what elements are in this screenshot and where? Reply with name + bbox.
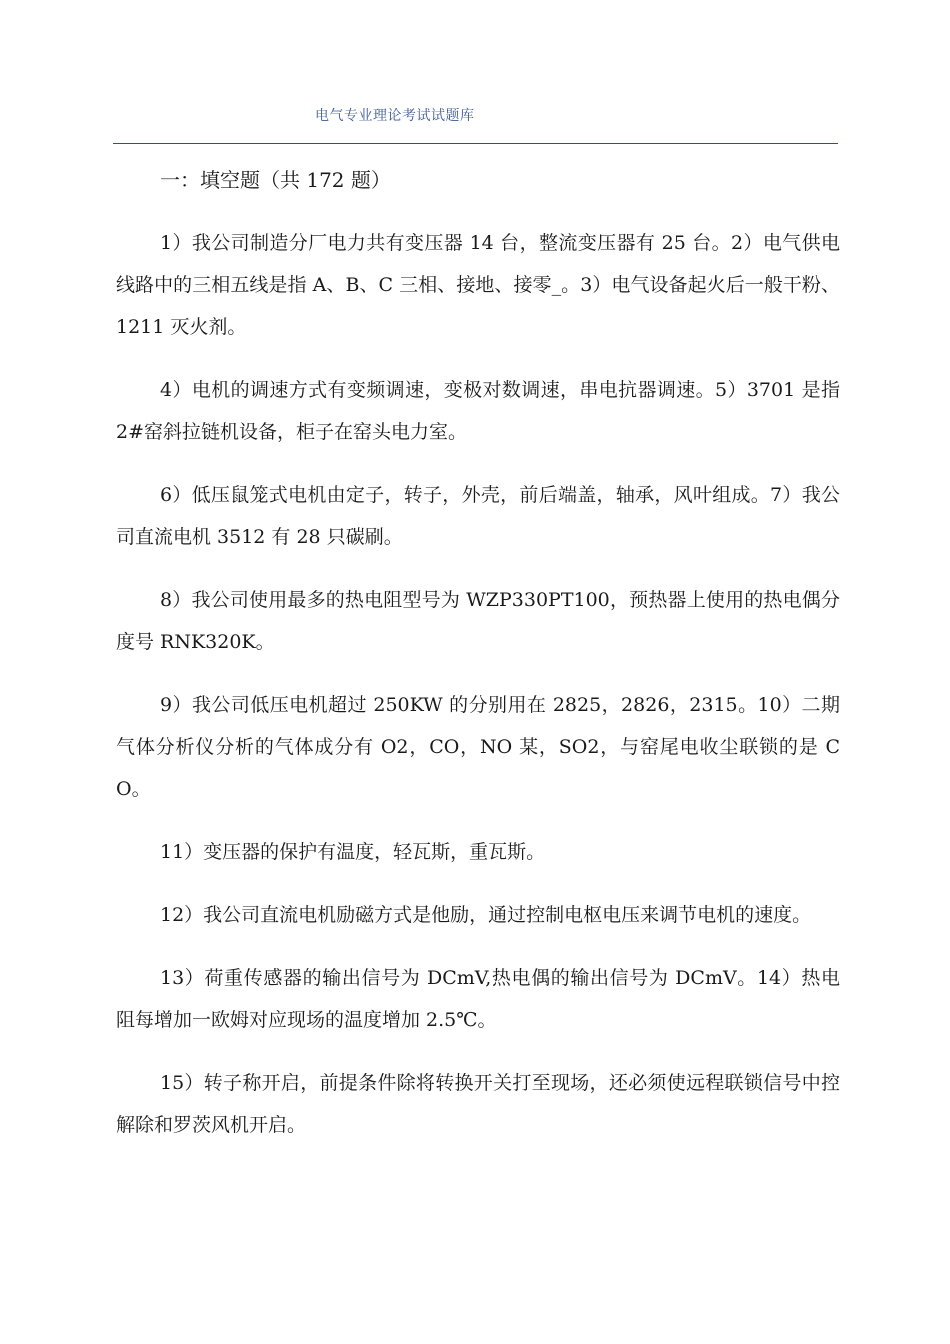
page-header [113,103,838,144]
question-paragraph-1: 1）我公司制造分厂电力共有变压器 14 台，整流变压器有 25 台。2）电气供电线路中的三相五线是指 A、B、C 三相、接地、接零_。3）电气设备起火后一般干粉、1211 灭火剂。 [116,232,840,338]
question-paragraph-8: 13）荷重传感器的输出信号为 DCmV,热电偶的输出信号为 DCmV。14）热电阻每增加一欧姆对应现场的温度增加 2.5℃。 [116,967,840,1031]
question-paragraph-5: 9）我公司低压电机超过 250KW 的分别用在 2825，2826，2315。10）二期气体分析仪分析的气体成分有 O2，CO，NO 某，SO2，与窑尾电收尘联锁的是 CO。 [116,694,840,800]
document-body [116,160,840,1167]
question-paragraph-3: 6）低压鼠笼式电机由定子，转子，外壳，前后端盖，轴承，风叶组成。7）我公司直流电机 3512 有 28 只碳刷。 [116,484,840,548]
header-title: 电气专业理论考试试题库 [315,108,475,124]
question-paragraph-2: 4）电机的调速方式有变频调速，变极对数调速，串电抗器调速。5）3701 是指 2#窑斜拉链机设备，柜子在窑头电力室。 [116,379,840,443]
question-paragraph-6: 11）变压器的保护有温度，轻瓦斯，重瓦斯。 [160,841,546,863]
question-paragraph-7: 12）我公司直流电机励磁方式是他励，通过控制电枢电压来调节电机的速度。 [160,904,812,926]
question-paragraph-4: 8）我公司使用最多的热电阻型号为 WZP330PT100，预热器上使用的热电偶分度号 RNK320K。 [116,589,840,653]
section-title: 一：填空题（共 172 题） [160,168,391,192]
question-paragraph-9: 15）转子称开启，前提条件除将转换开关打至现场，还必须使远程联锁信号中控解除和罗茨风机开启。 [116,1072,840,1136]
